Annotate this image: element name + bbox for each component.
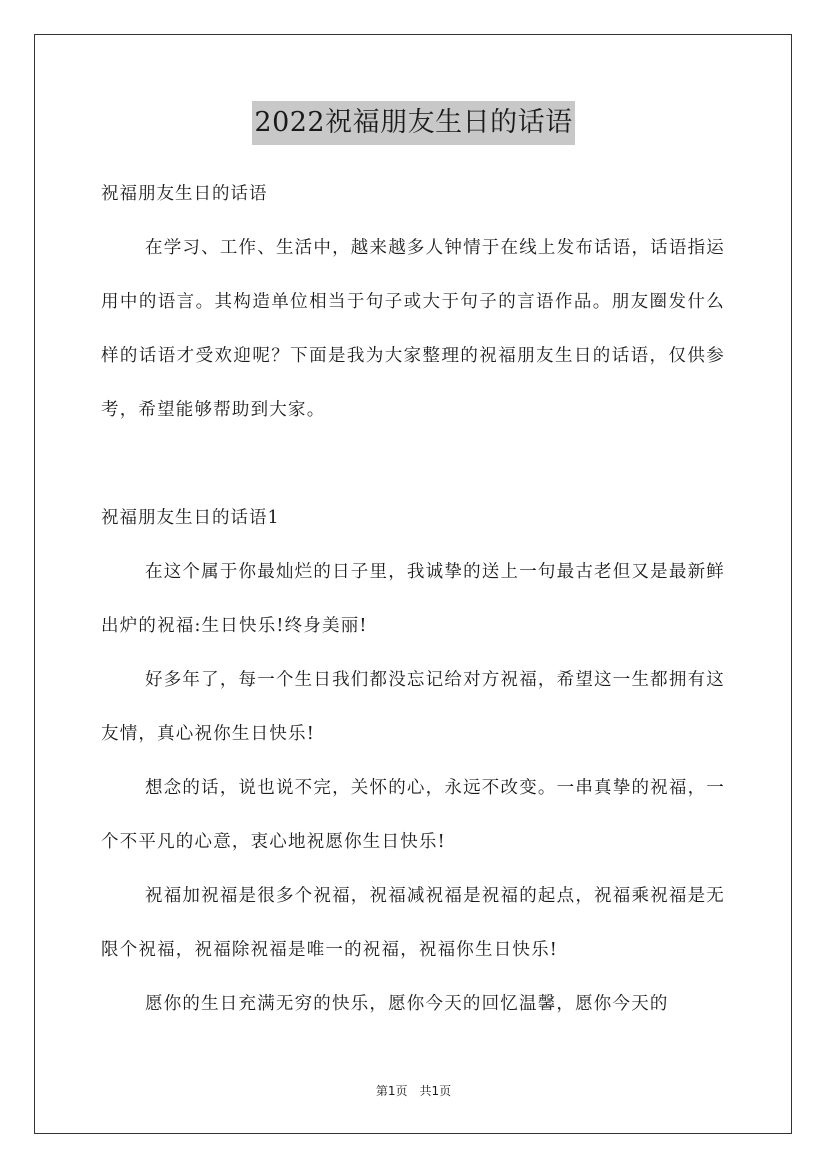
intro-paragraph: 在学习、工作、生活中，越来越多人钟情于在线上发布话语，话语指运用中的语言。其构造单位相当于句子或大于句子的言语作品。朋友圈发什么样的话语才受欢迎呢？下面是我为大家整理的祝福朋友生日的话语，仅供参考，希望能够帮助到大家。 bbox=[101, 238, 725, 420]
wish-paragraph: 愿你的生日充满无穷的快乐，愿你今天的回忆温馨，愿你今天的 bbox=[145, 994, 669, 1014]
wish-paragraph: 想念的话，说也说不完，关怀的心，永远不改变。一串真挚的祝福，一个不平凡的心意，衷心地祝愿你生日快乐! bbox=[101, 778, 725, 852]
intro-heading: 祝福朋友生日的话语 bbox=[101, 184, 268, 204]
document-title bbox=[0, 101, 827, 148]
document-title-text: 2022祝福朋友生日的话语 bbox=[252, 101, 574, 145]
wish-paragraph: 祝福加祝福是很多个祝福，祝福减祝福是祝福的起点，祝福乘祝福是无限个祝福，祝福除祝福是唯一的祝福，祝福你生日快乐! bbox=[101, 886, 725, 960]
section-spacer bbox=[101, 437, 725, 491]
wish-paragraph: 好多年了，每一个生日我们都没忘记给对方祝福，希望这一生都拥有这友情，真心祝你生日快乐! bbox=[101, 670, 725, 744]
section-heading: 祝福朋友生日的话语1 bbox=[101, 508, 280, 528]
page-number-footer: 第1页 共1页 bbox=[375, 1084, 452, 1098]
wish-paragraph: 在这个属于你最灿烂的日子里，我诚挚的送上一句最古老但又是最新鲜出炉的祝福:生日快乐!终身美丽! bbox=[101, 562, 725, 636]
document-body bbox=[101, 167, 725, 1031]
